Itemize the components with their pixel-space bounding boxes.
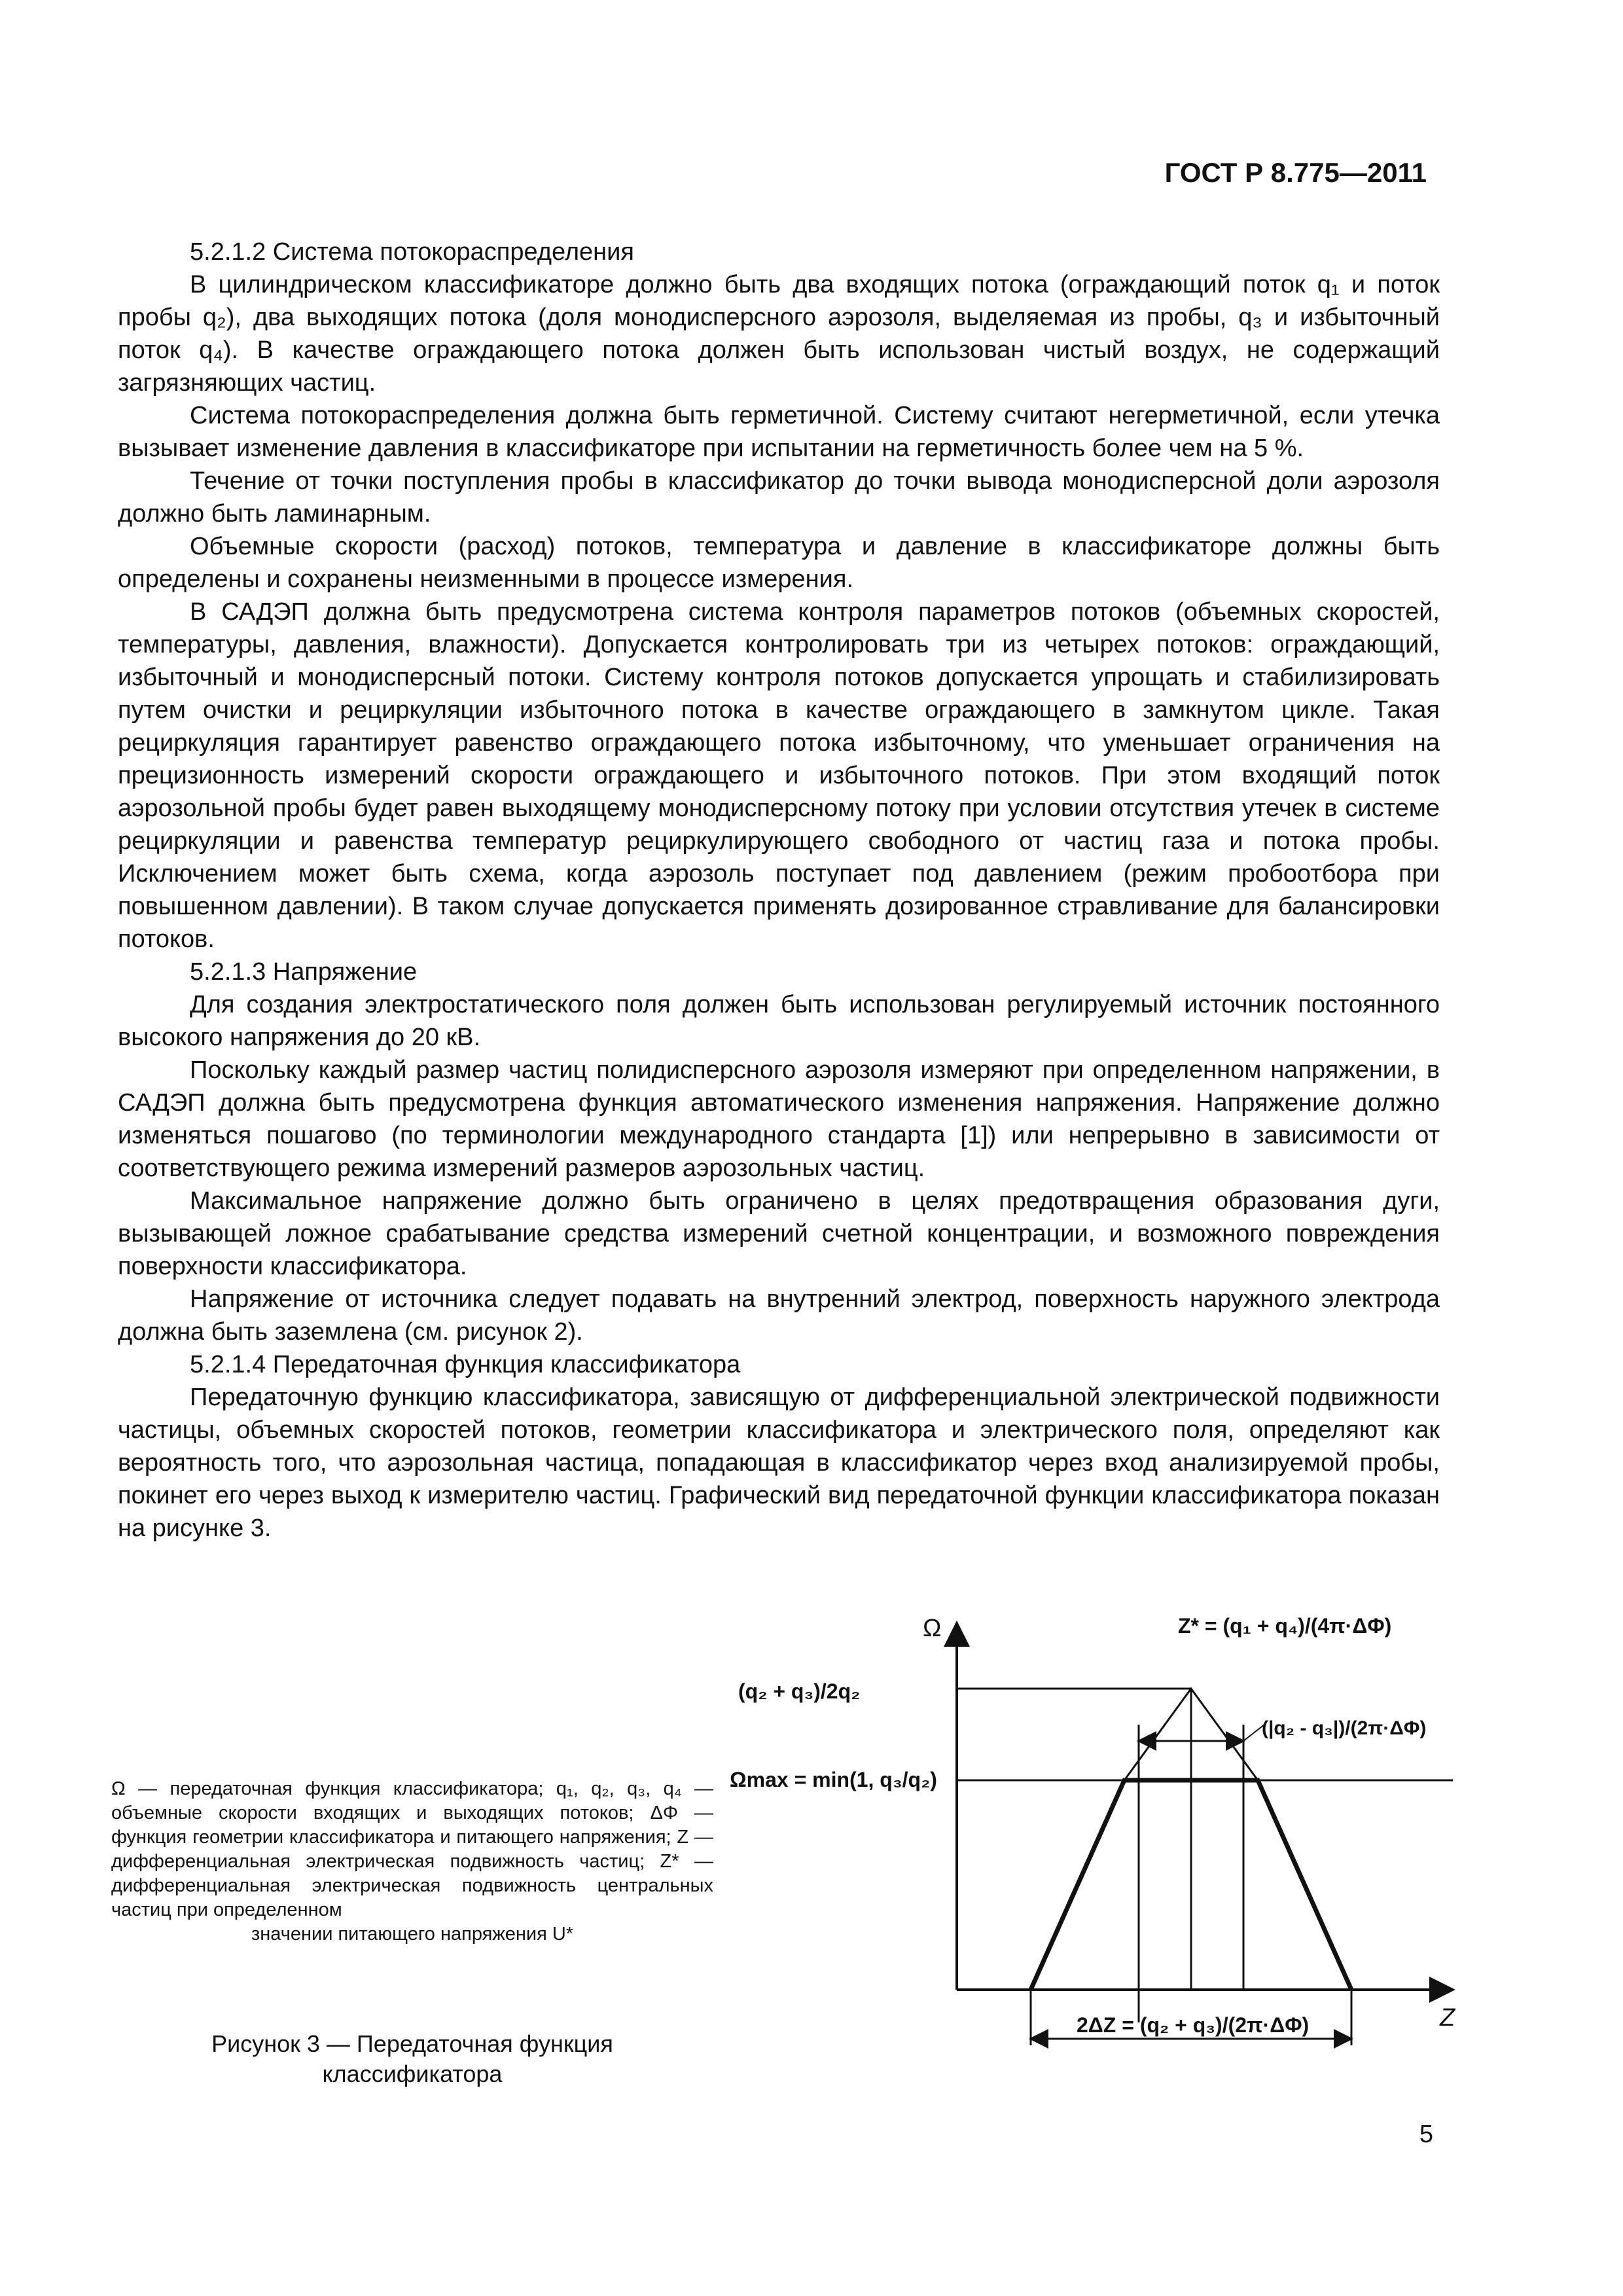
body-text xyxy=(118,236,1440,1545)
paragraph: Напряжение от источника следует подавать на внутренний электрод, поверхность наружного электрода должна быть заземлена (см. рисунок 2). xyxy=(118,1285,1440,1346)
standard-header: ГОСТ Р 8.775—2011 xyxy=(1164,157,1427,188)
legend-text: Ω — передаточная функция классификатора; q₁, q₂, q₃, q₄ — объемные скорости входящих и выходящих потоков; ΔΦ — функция геометрии классификатора и питающего напряжения; Z — дифференциальная электрическая подвижность частиц; Z* — дифференциальная электрическая подвижность центральных частиц при определенном xyxy=(111,1778,713,1920)
paragraph: В САДЭП должна быть предусмотрена система контроля параметров потоков (объемных скоростей, температуры, давления, влажности). Допускается контролировать три из четырех потоков: ограждающий, избыточный и монодисперсный потоки. Систему контроля потоков допускается упрощать и стабилизировать путем очистки и рециркуляции избыточного потока в качестве ограждающего в замкнутом цикле. Такая рециркуляция гарантирует равенство ограждающего потока избыточному, что уменьшает ограничения на прецизионность измерений скорости ограждающего и избыточного потоков. При этом входящий поток аэрозольной пробы будет равен выходящему монодисперсному потоку при условии отсутствия утечек в системе рециркуляции и равенства температур рециркулирующего свободного от частиц газа и потока пробы. Исключением может быть схема, когда аэрозоль поступает под давлением (режим пробоотбора при повышенном давлении). В таком случае допускается применять дозированное стравливание для балансировки потоков. xyxy=(118,598,1440,953)
omega-max-label: Ωmax = min(1, q₃/q₂) xyxy=(730,1768,937,1791)
paragraph: Передаточную функцию классификатора, зависящую от дифференциальной электрической подвижности частицы, объемных скоростей потоков, геометрии классификатора и электрического поля, определяют как вероятность того, что аэрозольная частица, попадающая в классификатор через вход анализируемой пробы, покинет его через выход к измерителю частиц. Графический вид передаточной функции классификатора показан на рисунке 3. xyxy=(118,1384,1440,1542)
transfer-function-diagram xyxy=(720,1590,1472,2088)
paragraph: Объемные скорости (расход) потоков, температура и давление в классификаторе должны быть определены и сохранены неизменными в процессе измерения. xyxy=(118,533,1440,593)
figure-legend xyxy=(111,1777,713,1946)
peak-label: (q₂ + q₃)/2q₂ xyxy=(738,1679,861,1703)
caption-line: классификатора xyxy=(322,2060,503,2087)
section-heading: 5.2.1.4 Передаточная функция классификатора xyxy=(190,1351,741,1378)
base-width-label: 2ΔZ = (q₂ + q₃)/(2π·ΔΦ) xyxy=(1077,2013,1310,2037)
y-axis-label: Ω xyxy=(923,1615,942,1642)
paragraph: Поскольку каждый размер частиц полидисперсного аэрозоля измеряют при определенном напряжении, в САДЭП должна быть предусмотрена функция автоматического изменения напряжения. Напряжение должно изменяться пошагово (по терминологии международного стандарта [1]) или непрерывно в зависимости от соответствующего режима измерений размеров аэрозольных частиц. xyxy=(118,1056,1440,1182)
x-axis-label: Z xyxy=(1440,2004,1455,2032)
paragraph: В цилиндрическом классификаторе должно быть два входящих потока (ограждающий поток q₁ и поток пробы q₂), два выходящих потока (доля монодисперсного аэрозоля, выделяемая из пробы, q₃ и избыточный поток q₄). В качестве ограждающего потока должен быть использован чистый воздух, не содержащий загрязняющих частиц. xyxy=(118,271,1440,397)
figure-caption xyxy=(151,2029,674,2089)
half-width-label: (|q₂ - q₃|)/(2π·ΔΦ) xyxy=(1262,1717,1427,1739)
page-number: 5 xyxy=(1419,2121,1433,2148)
section-heading: 5.2.1.3 Напряжение xyxy=(190,958,418,986)
legend-text-last: значении питающего напряжения U* xyxy=(251,1924,574,1945)
paragraph: Система потокораспределения должна быть герметичной. Систему считают негерметичной, если утечка вызывает изменение давления в классификаторе при испытании на герметичность более чем на 5 %. xyxy=(118,402,1440,462)
zstar-label: Z* = (q₁ + q₄)/(4π·ΔΦ) xyxy=(1178,1614,1392,1638)
caption-line: Рисунок 3 — Передаточная функция xyxy=(211,2030,613,2057)
section-heading: 5.2.1.2 Система потокораспределения xyxy=(190,238,634,266)
paragraph: Для создания электростатического поля должен быть использован регулируемый источник постоянного высокого напряжения до 20 кВ. xyxy=(118,991,1440,1051)
paragraph: Течение от точки поступления пробы в классификатор до точки вывода монодисперсной доли аэрозоля должно быть ламинарным. xyxy=(118,467,1440,528)
paragraph: Максимальное напряжение должно быть ограничено в целях предотвращения образования дуги, вызывающей ложное срабатывание средства измерений счетной концентрации, и возможного повреждения поверхности классификатора. xyxy=(118,1187,1440,1280)
